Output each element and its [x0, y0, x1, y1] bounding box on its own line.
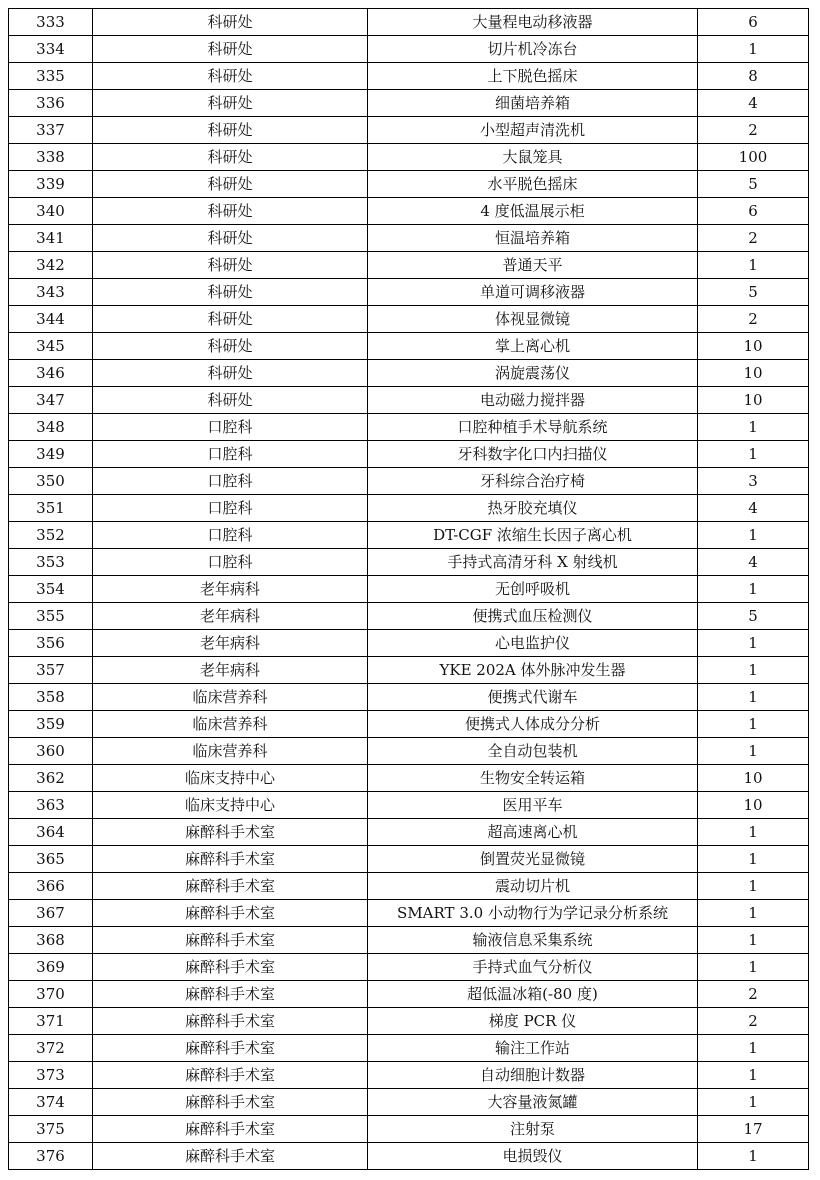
equipment-name: 医用平车 [368, 792, 698, 819]
equipment-name: 小型超声清洗机 [368, 117, 698, 144]
table-row [9, 117, 809, 144]
row-number: 359 [9, 711, 93, 738]
equipment-name: 切片机冷冻台 [368, 36, 698, 63]
department: 麻醉科手术室 [93, 819, 368, 846]
equipment-name: 普通天平 [368, 252, 698, 279]
row-number: 356 [9, 630, 93, 657]
equipment-name: 大量程电动移液器 [368, 9, 698, 36]
quantity: 1 [698, 576, 809, 603]
department: 科研处 [93, 117, 368, 144]
equipment-name: 电动磁力搅拌器 [368, 387, 698, 414]
department: 科研处 [93, 198, 368, 225]
equipment-name: 大容量液氮罐 [368, 1089, 698, 1116]
department: 科研处 [93, 144, 368, 171]
row-number: 333 [9, 9, 93, 36]
row-number: 347 [9, 387, 93, 414]
row-number: 365 [9, 846, 93, 873]
equipment-name: DT-CGF 浓缩生长因子离心机 [368, 522, 698, 549]
quantity: 1 [698, 1089, 809, 1116]
department: 口腔科 [93, 414, 368, 441]
department: 口腔科 [93, 549, 368, 576]
row-number: 370 [9, 981, 93, 1008]
table-row [9, 468, 809, 495]
row-number: 351 [9, 495, 93, 522]
equipment-name: 4 度低温展示柜 [368, 198, 698, 225]
quantity: 1 [698, 657, 809, 684]
row-number: 363 [9, 792, 93, 819]
row-number: 357 [9, 657, 93, 684]
equipment-name: 倒置荧光显微镜 [368, 846, 698, 873]
table-row [9, 765, 809, 792]
quantity: 3 [698, 468, 809, 495]
table-row [9, 603, 809, 630]
department: 科研处 [93, 387, 368, 414]
quantity: 8 [698, 63, 809, 90]
row-number: 367 [9, 900, 93, 927]
department: 麻醉科手术室 [93, 900, 368, 927]
table-row [9, 846, 809, 873]
equipment-table-body [9, 9, 809, 1170]
equipment-name: 输注工作站 [368, 1035, 698, 1062]
department: 科研处 [93, 171, 368, 198]
row-number: 362 [9, 765, 93, 792]
equipment-name: 生物安全转运箱 [368, 765, 698, 792]
equipment-table [8, 8, 809, 1170]
department: 科研处 [93, 63, 368, 90]
table-row [9, 495, 809, 522]
row-number: 346 [9, 360, 93, 387]
quantity: 2 [698, 117, 809, 144]
department: 老年病科 [93, 603, 368, 630]
row-number: 374 [9, 1089, 93, 1116]
quantity: 4 [698, 549, 809, 576]
department: 麻醉科手术室 [93, 981, 368, 1008]
row-number: 337 [9, 117, 93, 144]
table-row [9, 927, 809, 954]
department: 科研处 [93, 9, 368, 36]
department: 科研处 [93, 252, 368, 279]
row-number: 348 [9, 414, 93, 441]
equipment-name: 掌上离心机 [368, 333, 698, 360]
quantity: 2 [698, 225, 809, 252]
table-row [9, 387, 809, 414]
table-row [9, 711, 809, 738]
equipment-name: 水平脱色摇床 [368, 171, 698, 198]
table-row [9, 549, 809, 576]
table-row [9, 819, 809, 846]
department: 麻醉科手术室 [93, 1062, 368, 1089]
row-number: 342 [9, 252, 93, 279]
equipment-name: 梯度 PCR 仪 [368, 1008, 698, 1035]
department: 口腔科 [93, 522, 368, 549]
quantity: 2 [698, 981, 809, 1008]
equipment-name: 超高速离心机 [368, 819, 698, 846]
table-row [9, 1089, 809, 1116]
equipment-name: 超低温冰箱(-80 度) [368, 981, 698, 1008]
row-number: 353 [9, 549, 93, 576]
department: 临床支持中心 [93, 765, 368, 792]
row-number: 369 [9, 954, 93, 981]
row-number: 375 [9, 1116, 93, 1143]
department: 科研处 [93, 90, 368, 117]
row-number: 373 [9, 1062, 93, 1089]
row-number: 341 [9, 225, 93, 252]
quantity: 1 [698, 846, 809, 873]
quantity: 1 [698, 36, 809, 63]
equipment-name: 自动细胞计数器 [368, 1062, 698, 1089]
quantity: 1 [698, 252, 809, 279]
row-number: 376 [9, 1143, 93, 1170]
department: 老年病科 [93, 657, 368, 684]
row-number: 336 [9, 90, 93, 117]
department: 口腔科 [93, 441, 368, 468]
equipment-name: 大鼠笼具 [368, 144, 698, 171]
table-row [9, 63, 809, 90]
department: 口腔科 [93, 468, 368, 495]
row-number: 352 [9, 522, 93, 549]
table-row [9, 225, 809, 252]
department: 临床支持中心 [93, 792, 368, 819]
quantity: 1 [698, 738, 809, 765]
table-row [9, 171, 809, 198]
row-number: 371 [9, 1008, 93, 1035]
equipment-name: 电损毁仪 [368, 1143, 698, 1170]
table-row [9, 954, 809, 981]
quantity: 1 [698, 954, 809, 981]
department: 科研处 [93, 306, 368, 333]
equipment-name: 涡旋震荡仪 [368, 360, 698, 387]
table-row [9, 792, 809, 819]
department: 麻醉科手术室 [93, 846, 368, 873]
quantity: 6 [698, 9, 809, 36]
equipment-name: YKE 202A 体外脉冲发生器 [368, 657, 698, 684]
quantity: 2 [698, 306, 809, 333]
table-row [9, 873, 809, 900]
table-row [9, 630, 809, 657]
table-row [9, 90, 809, 117]
table-row [9, 1035, 809, 1062]
table-row [9, 981, 809, 1008]
table-row [9, 657, 809, 684]
table-row [9, 441, 809, 468]
row-number: 368 [9, 927, 93, 954]
quantity: 5 [698, 171, 809, 198]
row-number: 364 [9, 819, 93, 846]
quantity: 4 [698, 495, 809, 522]
quantity: 2 [698, 1008, 809, 1035]
quantity: 1 [698, 630, 809, 657]
quantity: 1 [698, 1062, 809, 1089]
row-number: 349 [9, 441, 93, 468]
department: 科研处 [93, 225, 368, 252]
row-number: 340 [9, 198, 93, 225]
equipment-name: 上下脱色摇床 [368, 63, 698, 90]
quantity: 1 [698, 441, 809, 468]
equipment-name: 便携式人体成分分析 [368, 711, 698, 738]
table-row [9, 738, 809, 765]
quantity: 5 [698, 279, 809, 306]
row-number: 344 [9, 306, 93, 333]
department: 科研处 [93, 333, 368, 360]
equipment-name: 手持式血气分析仪 [368, 954, 698, 981]
department: 麻醉科手术室 [93, 873, 368, 900]
department: 科研处 [93, 360, 368, 387]
row-number: 372 [9, 1035, 93, 1062]
quantity: 100 [698, 144, 809, 171]
equipment-name: 便携式代谢车 [368, 684, 698, 711]
quantity: 10 [698, 387, 809, 414]
department: 口腔科 [93, 495, 368, 522]
equipment-name: 口腔种植手术导航系统 [368, 414, 698, 441]
quantity: 10 [698, 360, 809, 387]
quantity: 1 [698, 900, 809, 927]
equipment-name: 手持式高清牙科 X 射线机 [368, 549, 698, 576]
department: 麻醉科手术室 [93, 1008, 368, 1035]
table-row [9, 1062, 809, 1089]
table-row [9, 333, 809, 360]
quantity: 1 [698, 684, 809, 711]
row-number: 345 [9, 333, 93, 360]
equipment-name: 热牙胶充填仪 [368, 495, 698, 522]
table-row [9, 198, 809, 225]
quantity: 10 [698, 765, 809, 792]
quantity: 17 [698, 1116, 809, 1143]
equipment-name: 单道可调移液器 [368, 279, 698, 306]
department: 临床营养科 [93, 684, 368, 711]
equipment-name: 便携式血压检测仪 [368, 603, 698, 630]
department: 老年病科 [93, 630, 368, 657]
equipment-name: 体视显微镜 [368, 306, 698, 333]
quantity: 1 [698, 927, 809, 954]
table-row [9, 252, 809, 279]
department: 临床营养科 [93, 711, 368, 738]
table-row [9, 1143, 809, 1170]
quantity: 1 [698, 522, 809, 549]
quantity: 5 [698, 603, 809, 630]
equipment-name: 震动切片机 [368, 873, 698, 900]
row-number: 350 [9, 468, 93, 495]
row-number: 355 [9, 603, 93, 630]
row-number: 334 [9, 36, 93, 63]
table-row [9, 1008, 809, 1035]
equipment-name: 全自动包装机 [368, 738, 698, 765]
department: 老年病科 [93, 576, 368, 603]
row-number: 366 [9, 873, 93, 900]
row-number: 360 [9, 738, 93, 765]
equipment-name: 细菌培养箱 [368, 90, 698, 117]
table-row [9, 900, 809, 927]
quantity: 6 [698, 198, 809, 225]
department: 麻醉科手术室 [93, 1116, 368, 1143]
row-number: 338 [9, 144, 93, 171]
department: 麻醉科手术室 [93, 1143, 368, 1170]
table-row [9, 279, 809, 306]
row-number: 354 [9, 576, 93, 603]
equipment-name: 输液信息采集系统 [368, 927, 698, 954]
equipment-name: 恒温培养箱 [368, 225, 698, 252]
row-number: 358 [9, 684, 93, 711]
quantity: 1 [698, 414, 809, 441]
equipment-name: 牙科综合治疗椅 [368, 468, 698, 495]
table-row [9, 1116, 809, 1143]
equipment-name: 无创呼吸机 [368, 576, 698, 603]
quantity: 1 [698, 873, 809, 900]
department: 麻醉科手术室 [93, 1089, 368, 1116]
table-row [9, 144, 809, 171]
quantity: 1 [698, 819, 809, 846]
department: 麻醉科手术室 [93, 1035, 368, 1062]
table-row [9, 414, 809, 441]
row-number: 339 [9, 171, 93, 198]
table-row [9, 522, 809, 549]
equipment-name: SMART 3.0 小动物行为学记录分析系统 [368, 900, 698, 927]
quantity: 10 [698, 333, 809, 360]
row-number: 343 [9, 279, 93, 306]
equipment-name: 注射泵 [368, 1116, 698, 1143]
department: 科研处 [93, 279, 368, 306]
row-number: 335 [9, 63, 93, 90]
quantity: 4 [698, 90, 809, 117]
table-row [9, 9, 809, 36]
table-row [9, 360, 809, 387]
quantity: 1 [698, 1143, 809, 1170]
equipment-name: 心电监护仪 [368, 630, 698, 657]
quantity: 1 [698, 711, 809, 738]
quantity: 1 [698, 1035, 809, 1062]
department: 麻醉科手术室 [93, 954, 368, 981]
equipment-name: 牙科数字化口内扫描仪 [368, 441, 698, 468]
table-row [9, 576, 809, 603]
quantity: 10 [698, 792, 809, 819]
table-row [9, 36, 809, 63]
table-row [9, 306, 809, 333]
department: 临床营养科 [93, 738, 368, 765]
department: 科研处 [93, 36, 368, 63]
table-row [9, 684, 809, 711]
department: 麻醉科手术室 [93, 927, 368, 954]
